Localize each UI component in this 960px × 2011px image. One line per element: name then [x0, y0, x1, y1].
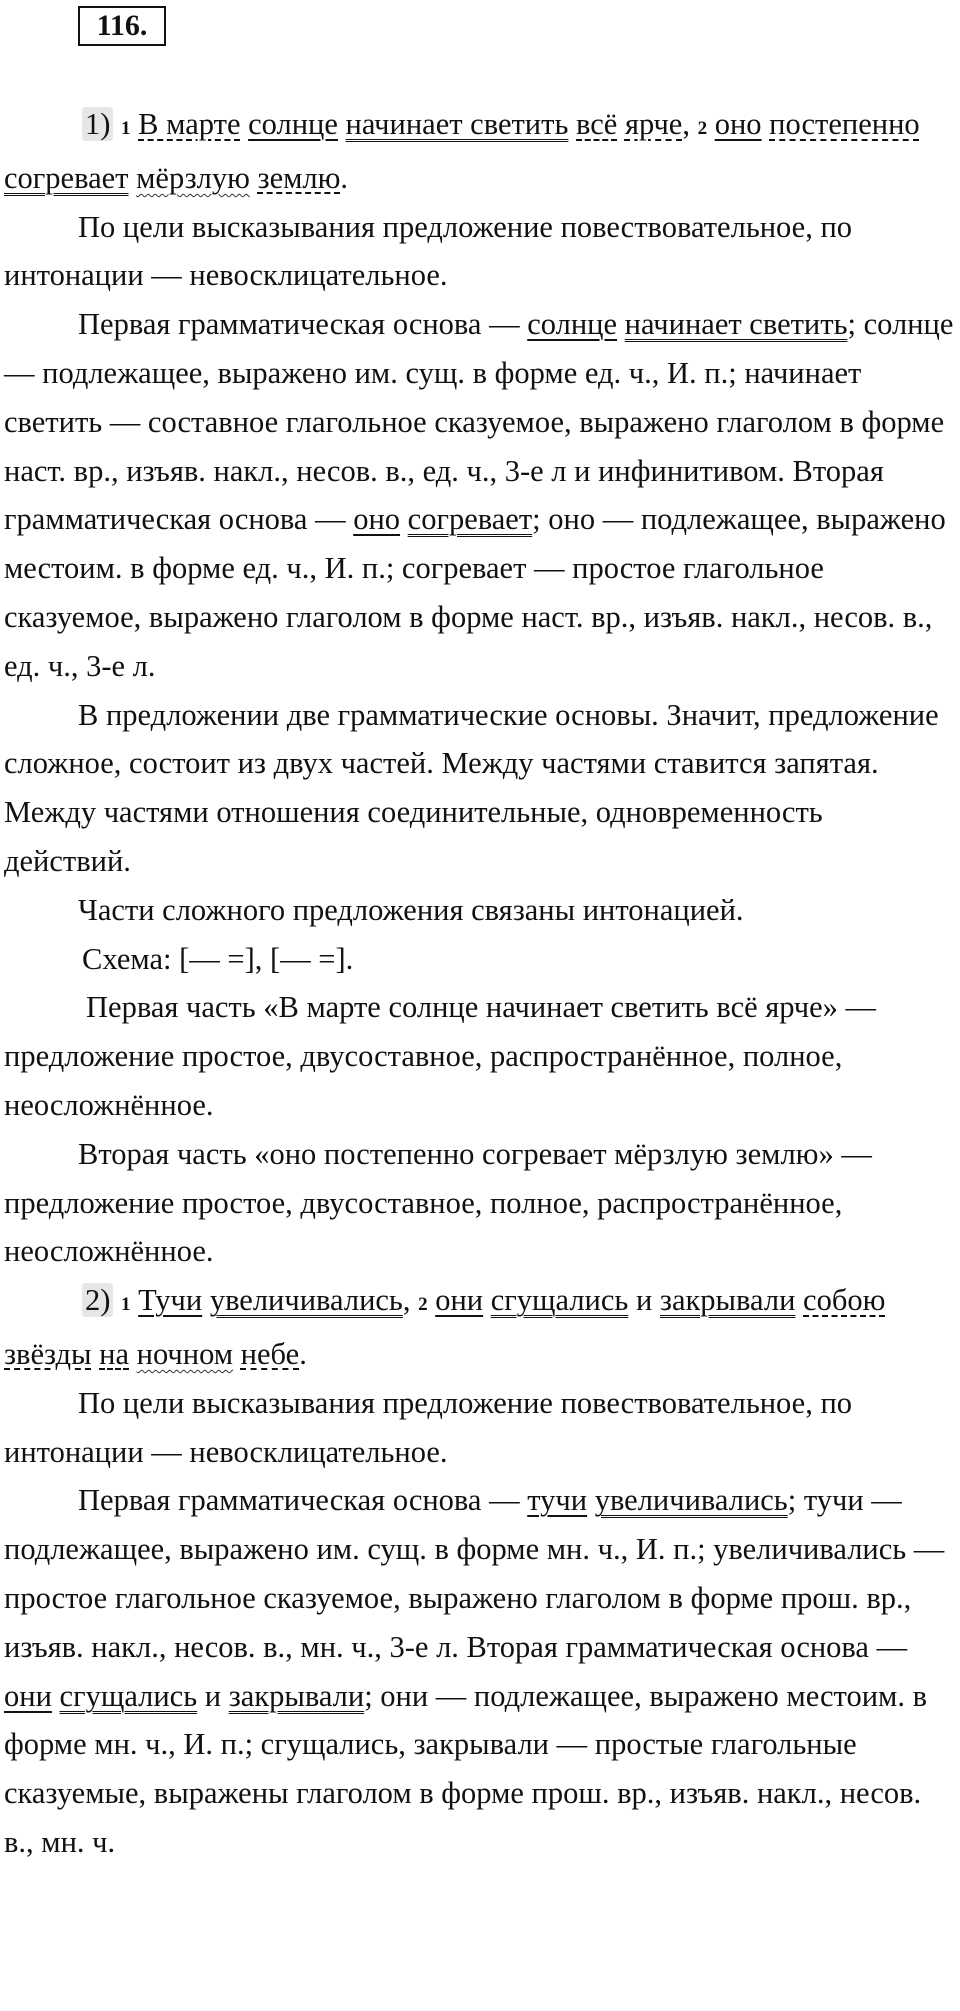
- conjunction: и: [635, 1283, 653, 1318]
- adverbial-word: ярче: [624, 107, 683, 141]
- punctuation: .: [340, 160, 349, 195]
- adverbial-word: В марте: [138, 107, 241, 141]
- paragraph-basis-1: [4, 300, 954, 690]
- punctuation: ,: [682, 107, 690, 141]
- subject-word: оно: [714, 107, 762, 141]
- basis-text: ; они — подлежащее, выражено местоим. в форме мн. ч., И. п.; сгущались, закрывали — простые глагольные сказуемые, выражены глаголом в форме прош. вр., изъяв. накл., несов. в., мн. ч.: [4, 1678, 927, 1859]
- item-number-1: 1): [82, 107, 113, 141]
- sentence-2: [4, 1276, 954, 1379]
- basis-predicate: закрывали: [228, 1678, 365, 1713]
- predicate-word: сгущались: [490, 1283, 629, 1318]
- subject-word: они: [435, 1283, 484, 1318]
- basis-predicate: начинает светить: [624, 307, 848, 342]
- basis-text: ; солнце — подлежащее, выражено им. сущ. в форме ед. ч., И. п.; начинает светить — составное глагольное сказуемое, выражено глаголом в форме наст. вр., изъяв. накл., несов. в., ед. ч., 3-е л и инфинитивом. Вторая грамматическая основа —: [4, 307, 954, 537]
- paragraph-basis-2: [4, 1476, 954, 1866]
- adverbial-word: небе: [240, 1336, 300, 1371]
- adverbial-word: на: [99, 1336, 129, 1371]
- part-mark: 2: [697, 118, 708, 139]
- subject-word: солнце: [248, 107, 338, 141]
- adverbial-word: постепенно: [769, 107, 920, 141]
- scheme-1: Схема: [— =], [— =].: [82, 941, 354, 976]
- solution-text: [4, 100, 954, 1867]
- paragraph-goal-2: По цели высказывания предложение повествовательное, по интонации — невосклицательное.: [4, 1385, 853, 1469]
- basis-text: и: [197, 1678, 229, 1713]
- predicate-word: согревает: [4, 160, 129, 195]
- part-mark: 2: [418, 1294, 428, 1316]
- punctuation: ,: [402, 1283, 411, 1318]
- object-word: звёзды: [4, 1336, 92, 1371]
- attribute-word: мёрзлую: [136, 160, 250, 195]
- space: [52, 1679, 60, 1713]
- basis-predicate: сгущались: [59, 1678, 198, 1713]
- basis-text: ; тучи — подлежащее, выражено им. сущ. в форме мн. ч., И. п.; увеличивались — простое глагольное сказуемое, выражено глаголом в форме прош. вр., изъяв. накл., несов. в., мн. ч., 3-е л. Вторая грамматическая основа —: [4, 1483, 945, 1664]
- basis-text: Первая грамматическая основа —: [78, 1483, 528, 1518]
- basis-text: Первая грамматическая основа —: [78, 307, 528, 342]
- space: [617, 307, 625, 341]
- basis-subject: солнце: [527, 307, 618, 342]
- punctuation: .: [299, 1336, 307, 1371]
- predicate-word: начинает светить: [345, 107, 569, 141]
- part-mark: 1: [121, 118, 131, 139]
- paragraph-goal-1: По цели высказывания предложение повествовательное, по интонации — невосклицательное.: [4, 209, 853, 293]
- adverbial-word: всё: [576, 107, 618, 141]
- part-mark: 1: [121, 1294, 131, 1316]
- attribute-word: ночном: [136, 1336, 234, 1371]
- paragraph-complex-1: В предложении две грамматические основы. Значит, предложение сложное, состоит из двух частей. Между частями ставится запятая. Между частями отношения соединительные, одновременность действий.: [4, 697, 939, 878]
- task-number-box: 116.: [78, 6, 166, 46]
- space: [400, 502, 408, 536]
- predicate-word: закрывали: [659, 1283, 796, 1318]
- item-number-2: 2): [82, 1283, 113, 1317]
- basis-subject: они: [4, 1678, 52, 1713]
- paragraph-intonation-1: Части сложного предложения связаны интонацией.: [78, 892, 744, 927]
- paragraph-part2: Вторая часть «оно постепенно согревает мёрзлую землю» — предложение простое, двусоставное, полное, распространённое, неосложнённое.: [4, 1136, 872, 1269]
- basis-predicate: увеличивались: [594, 1483, 788, 1518]
- object-word: землю: [257, 160, 341, 195]
- sentence-1: [4, 100, 954, 203]
- predicate-word: увеличивались: [209, 1283, 403, 1318]
- paragraph-part1: Первая часть «В марте солнце начинает светить всё ярче» — предложение простое, двусоставное, распространённое, полное, неосложнённое.: [4, 990, 877, 1122]
- subject-word: Тучи: [138, 1283, 203, 1318]
- space: [587, 1483, 595, 1517]
- basis-subject: оно: [353, 502, 401, 537]
- basis-predicate: согревает: [407, 502, 533, 537]
- basis-text: ; оно — подлежащее, выражено местоим. в форме ед. ч., И. п.; согревает — простое глагольное сказуемое, выражено глаголом в форме наст. вр., изъяв. накл., несов. в., ед. ч., 3-е л.: [4, 502, 946, 683]
- adverbial-word: собою: [803, 1283, 886, 1318]
- basis-subject: тучи: [527, 1483, 588, 1518]
